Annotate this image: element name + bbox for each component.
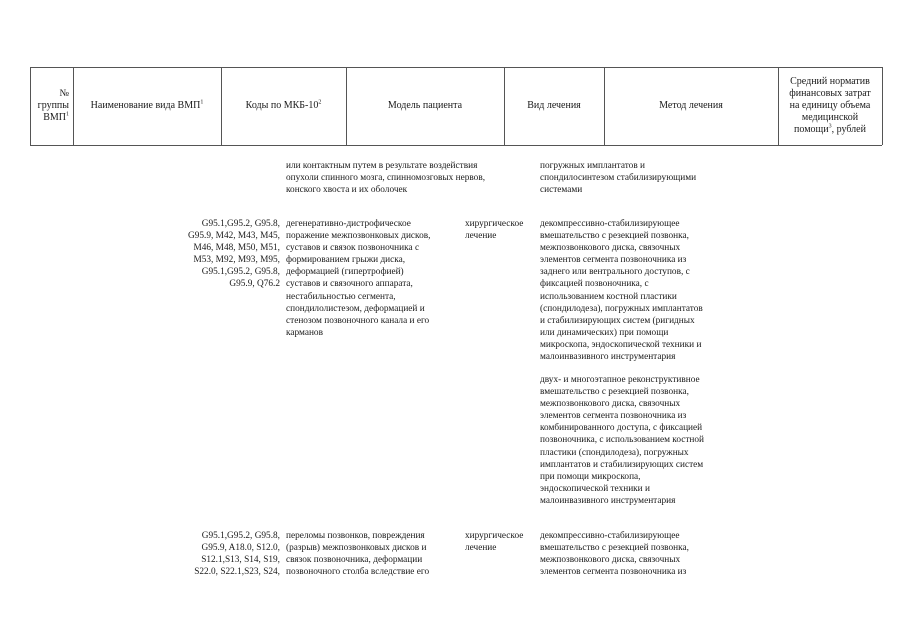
header-treatment-type (504, 67, 604, 145)
row-model-text: переломы позвонков, повреждения (разрыв) межпозвонковых дисков и связок позвоночника, деформации позвоночного столба вследствие его (286, 531, 430, 578)
header-vmp-name (73, 67, 221, 145)
header-cost-norm (778, 67, 882, 145)
row-method-text: погружных имплантатов и спондилосинтезом стабилизирующими системами (540, 161, 697, 196)
footnote-mark: 3 (828, 123, 832, 130)
header-icd-codes (221, 67, 346, 145)
row-treatment-text: хирургическое лечение (465, 531, 524, 554)
header-patient-model (346, 67, 504, 145)
header-group-number (30, 67, 73, 145)
row-method-text: декомпрессивно-стабилизирующее вмешательство с резекцией позвонка, межпозвонкового диска, связочных элементов сегмента позвоночника из заднего или вентрального доступов, с фиксацией позвоночника, с использованием костной пластики (спондилодеза), погружных имплантатов и стабилизирующих систем (ригидных или динамических) при помощи микроскопа, эндоскопической техники и малоинвазивного инструментария (540, 219, 703, 363)
header-codes-label: Коды по МКБ-10 (245, 100, 319, 111)
header-method-label: Метод лечения (659, 100, 723, 111)
row-treatment-text: хирургическое лечение (465, 219, 524, 242)
row-method-text: двух- и многоэтапное реконструктивное вмешательство с резекцией позвонка, межпозвонкового диска, связочных элементов сегмента позвоночника из комбинированного доступа, с фиксацией позвоночника, с использованием костной пластики (спондилодеза), погружных имплантатов и стабилизирующих систем при помощи микроскопа, эндоскопической техники и малоинвазивного инструментария (540, 375, 705, 506)
header-group-label: № группы ВМП (37, 88, 69, 123)
row-model-text: дегенеративно-дистрофическое поражение межпозвонковых дисков, суставов и связок позвоночника с формированием грыжи диска, деформацией (гипертрофией) суставов и связочного аппарата, нестабильностью сегмента, спондилолистезом, деформацией и стенозом позвоночного канала и его карманов (286, 219, 431, 338)
header-model-label: Модель пациента (387, 100, 463, 111)
footnote-mark: 2 (318, 99, 322, 106)
row-method-text: декомпрессивно-стабилизирующее вмешательство с резекцией позвонка, межпозвонкового диска, связочных элементов сегмента позвоночника из (540, 531, 689, 578)
footnote-mark: 1 (200, 99, 204, 106)
header-divider (882, 67, 883, 145)
header-name-label: Наименование вида ВМП (90, 100, 201, 111)
footnote-mark: 1 (66, 111, 69, 118)
row-model-text: или контактным путем в результате воздействия опухоли спинного мозга, спинномозговых нервов, конского хвоста и их оболочек (286, 161, 486, 196)
header-treatment-label: Вид лечения (527, 100, 581, 111)
header-treatment-method (604, 67, 778, 145)
row-codes-text: G95.1,G95.2, G95.8, G95.9, M42, M43, M45, M46, M48, M50, M51, M53, M92, M93, M95, G95.1,G95.2, G95.8, G95.9, Q76.2 (188, 219, 280, 290)
header-cost-unit: , рублей (831, 124, 866, 135)
header-bottom-rule (30, 145, 882, 146)
row-codes-text: G95.1,G95.2, G95.8, G95.9, A18.0, S12.0, S12.1,S13, S14, S19, S22.0, S22.1,S23, S24, (194, 531, 280, 578)
header-cost-label: Средний норматив финансовых затрат на единицу объема медицинской помощи (789, 76, 871, 135)
